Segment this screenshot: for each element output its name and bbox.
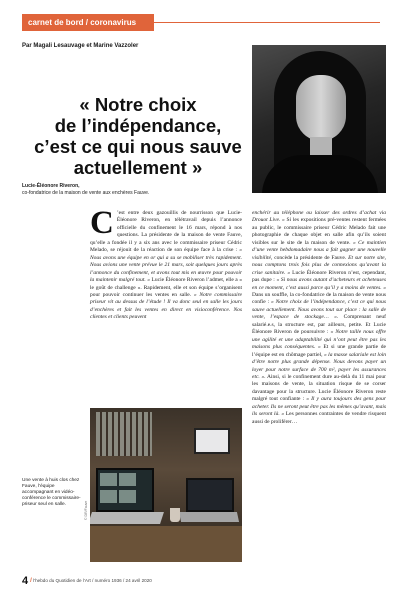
headline-line: c’est ce qui nous sauve	[34, 136, 242, 157]
photo-laptop-base	[90, 512, 164, 524]
photo-laptop-screen	[96, 468, 154, 512]
video-tile	[119, 490, 136, 503]
slash-mark: /	[30, 578, 32, 584]
headline-line: actuellement »	[73, 157, 203, 178]
photo-caption: Une vente à huis clos chez Fauve, l’équipe accompagnant en vidéo-conférence le commissaire-priseur seul en salle.	[22, 478, 81, 507]
quote: « Nous avons une équipe en or qui a su se mobiliser très rapidement. Nous avions une vente prévue le 21 mars, soit quelques jours après l’annonce du confinement, et avons tout mis en œuvre pour pouvoir la maintenir malgré tout. »	[90, 247, 242, 284]
body-text: Comprenant neuf salarié.e.s, la structure est, par ailleurs, petite. Et Lucie Éléonore Riveron de poursuivre :	[252, 314, 387, 336]
photo-cup	[170, 508, 180, 522]
photo-table	[90, 526, 242, 562]
body-text: Ainsi, si le confinement dure au-delà du 11 mai pour les maisons de vente, la situation risque de se corser davantage pour la structure. Lucie Éléonore Riveron reste malgré tout confiante :	[252, 373, 386, 403]
quote: Et sur notre site, nous comptons trois fois plus de connexions qu’avant la crise sanitaire. »	[252, 254, 386, 276]
quote: « Notre choix de l’indépendance, c’est ce qui nous sauve actuellement. Nous avons tout sur place : la salle de vente, l’espace de stockage… ».	[252, 299, 386, 321]
body-text: Si les expositions pré-ventes restent fermées au public, le commissaire priseur Cédric Melado fait une photographie de chaque objet en salle afin qu’ils soient visibles sur le site de la maison de vente.	[252, 217, 386, 246]
body-text: Les personnes contraintes de vendre risquent aussi de proliférer…	[252, 411, 386, 425]
video-tile	[100, 490, 117, 503]
paragraph	[90, 205, 242, 322]
headline-line: « Notre choix	[79, 94, 197, 115]
photo-window	[96, 412, 152, 456]
video-tile	[119, 473, 136, 486]
quote: « la masse salariale est loin d’être notre plus grande dépense. Nous devons payer un loyer pour notre surface de 700 m², payer les assurances etc. ».	[252, 351, 386, 380]
headline	[22, 94, 254, 178]
article-column-2	[252, 210, 386, 426]
publication-info: l’hebdo du Quotidien de l’Art / numéro 1936 / 24 avril 2020	[33, 578, 152, 583]
quote: « Si nous avons autant d’acheteurs et acheteuses en ce moment, c’est aussi parce qu’il y a moins de ventes. »	[252, 277, 386, 291]
photo-monitor	[194, 428, 230, 454]
byline: Par Magali Lesauvage et Marine Vazzoler	[22, 43, 139, 49]
photo-second-laptop-base	[179, 512, 239, 522]
auction-room-photo	[90, 408, 242, 562]
photo-second-laptop	[186, 478, 234, 512]
portrait-face	[296, 75, 346, 141]
section-rubric: carnet de bord / coronavirus	[22, 14, 154, 31]
quote: « Notre commissaire priseur vit au dessus de l’étude ! Il va donc seul en salle les jours d’enchères et fait les ventes en direct en visioconférence. Nos clientes et clients peuvent	[90, 291, 242, 321]
video-tile	[100, 473, 117, 486]
body-text: Lucie Éléonore Riveron n’est, cependant, pas dupe :	[252, 269, 386, 284]
lead-text: ’est entre deux gazouillis de nourrisson que Lucie-Éléonore Riveron, en télétravail depuis l’annonce officielle du confinement le 16 mars, répond à nos questions. La présidente de la maison de vente Fauve, qu’elle a fondée il y a six ans avec le commissaire priseur Cédric Melado, se réjouit de la réaction de son équipe face à la crise :	[90, 210, 242, 254]
body-text: concède la présidente de Fauve.	[274, 254, 347, 261]
page-number: 4	[22, 575, 29, 587]
paragraph	[252, 210, 386, 426]
quote: enchérir au téléphone ou laisser des ordres d’achat via Drouot Live. »	[252, 210, 386, 224]
page-footer	[22, 575, 152, 587]
caption-role: co-fondatrice de la maison de vente aux enchères Fauve.	[22, 190, 150, 196]
quote: « Notre taille nous offre une agilité et une adaptabilité qui n’ont peut être pas les maisons plus conséquentes. »	[252, 329, 386, 351]
photo-credit: © DR/Fauve	[84, 500, 88, 520]
portrait-photo	[252, 45, 386, 193]
caption-name: Lucie-Éléonore Riveron,	[22, 183, 80, 189]
body-text: Et si une grande partie de l’équipe est en chômage partiel,	[252, 344, 386, 358]
quote: « Il y aura toujours des gens pour acheter. Ils ne seront peut être pas les mêmes qu’avant, mais ils seront là. »	[252, 396, 387, 418]
article-column-1	[90, 205, 242, 322]
dropcap: C	[90, 205, 114, 241]
body-text: Lucie Éléonore Riveron l’admet, elle a « le goût de challenge ». Rapidement, elle et son équipe s’organisent pour pouvoir continuer les ventes en salle.	[90, 277, 242, 298]
body-text: Dans un souffle, la co-fondatrice de la maison de vente nous confie :	[252, 291, 386, 306]
headline-line: de l’indépendance,	[54, 115, 222, 136]
quote: « Ce maintien d’une vente hebdomadaire nous a fait gagner une nouvelle visibilité,	[252, 239, 387, 261]
rubric-divider	[154, 22, 380, 23]
